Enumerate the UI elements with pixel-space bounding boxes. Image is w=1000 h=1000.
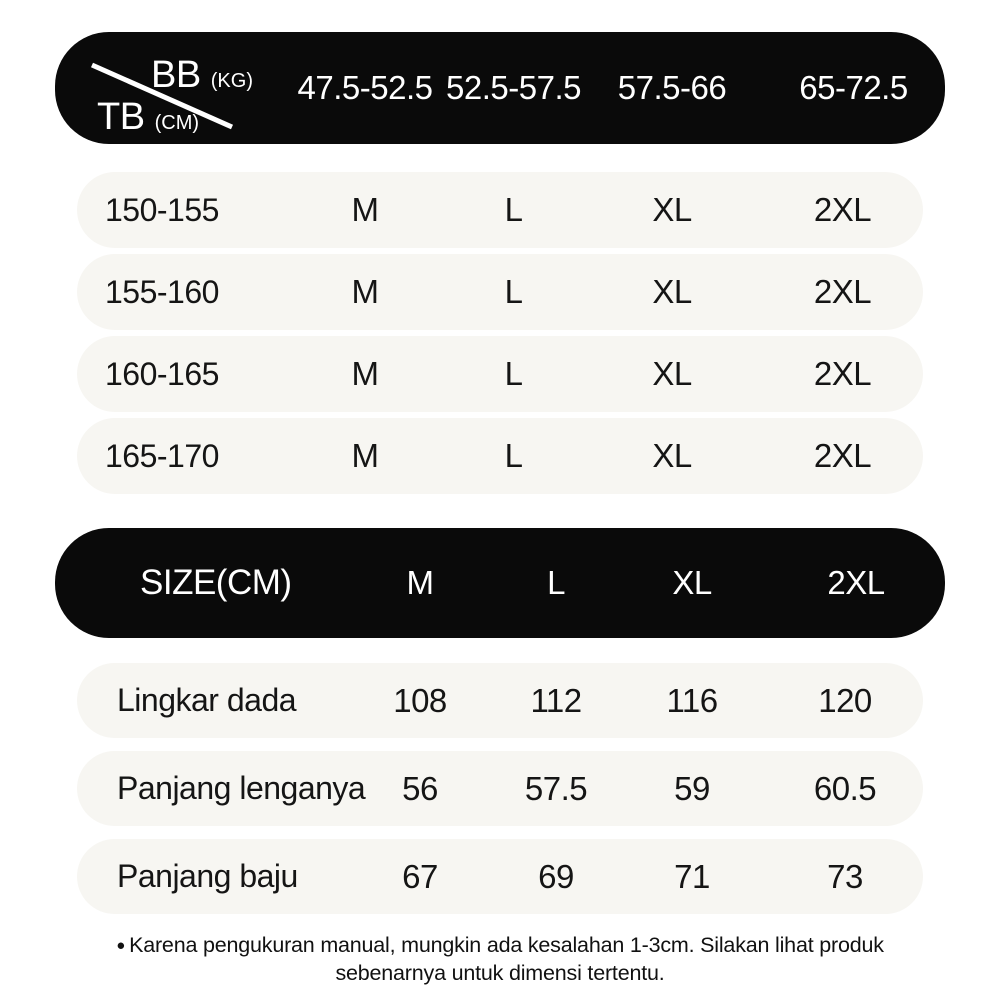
size-cm-title: SIZE(CM): [140, 563, 292, 602]
weight-column-header: 52.5-57.5: [446, 69, 581, 106]
measurement-value: 60.5: [813, 769, 877, 807]
measurement-row: [77, 751, 923, 826]
weight-axis-unit: (KG): [210, 70, 253, 92]
size-cm-header: [55, 528, 945, 638]
size-cell: XL: [652, 191, 692, 228]
size-cell: XL: [652, 355, 692, 392]
corner-cell: [55, 32, 285, 144]
size-cell: 2XL: [813, 437, 872, 474]
size-column-header: XL: [672, 564, 712, 601]
size-cell: L: [504, 437, 523, 474]
weight-height-header: [55, 32, 945, 144]
size-cell: 2XL: [813, 355, 872, 392]
measurement-value: 57.5: [524, 769, 588, 807]
size-cell: XL: [652, 273, 692, 310]
weight-column-header: 47.5-52.5: [297, 69, 433, 106]
height-range-label: 160-165: [105, 355, 219, 392]
measurement-row: [77, 839, 923, 914]
measurement-value: 59: [674, 769, 710, 807]
measurement-value: 120: [818, 681, 872, 719]
weight-column-header: 65-72.5: [799, 69, 908, 106]
measurement-value: 69: [538, 857, 574, 895]
size-cell: M: [351, 355, 379, 392]
measurement-label: Panjang baju: [117, 858, 298, 894]
size-cell: M: [351, 437, 379, 474]
height-row: [77, 336, 923, 412]
height-range-label: 150-155: [105, 191, 219, 228]
bullet-icon: ●: [116, 937, 126, 954]
height-row: [77, 418, 923, 494]
size-cell: L: [504, 355, 523, 392]
size-cell: XL: [652, 437, 692, 474]
measurement-value: 108: [393, 681, 447, 719]
height-axis-text: TB: [97, 96, 145, 138]
disclaimer-note: [100, 931, 900, 988]
weight-axis-label: [151, 54, 253, 97]
size-cell: 2XL: [813, 191, 872, 228]
weight-axis-text: BB: [151, 54, 201, 96]
weight-column-header: 57.5-66: [617, 69, 727, 106]
size-column-header: L: [547, 564, 565, 601]
height-row: [77, 172, 923, 248]
height-axis-unit: (CM): [154, 112, 200, 134]
size-cell: L: [504, 273, 523, 310]
height-range-label: 155-160: [105, 273, 219, 310]
size-cell: M: [351, 191, 379, 228]
disclaimer-text: Karena pengukuran manual, mungkin ada kesalahan 1-3cm. Silakan lihat produk sebenarnya untuk dimensi tertentu.: [129, 933, 884, 986]
measurement-value: 67: [402, 857, 438, 895]
measurement-row: [77, 663, 923, 738]
size-column-header: M: [406, 564, 434, 601]
height-row: [77, 254, 923, 330]
size-cell: L: [504, 191, 523, 228]
size-column-header: 2XL: [827, 564, 885, 601]
measurement-value: 71: [674, 857, 710, 895]
measurement-value: 73: [827, 857, 863, 895]
size-cell: 2XL: [813, 273, 872, 310]
size-cell: M: [351, 273, 379, 310]
height-axis-label: [97, 96, 199, 139]
measurement-label: Lingkar dada: [117, 682, 297, 718]
height-range-label: 165-170: [105, 437, 219, 474]
measurement-value: 112: [530, 681, 582, 719]
measurement-value: 56: [402, 769, 438, 807]
measurement-value: 116: [666, 681, 718, 719]
measurement-label: Panjang lenganya: [117, 770, 366, 806]
